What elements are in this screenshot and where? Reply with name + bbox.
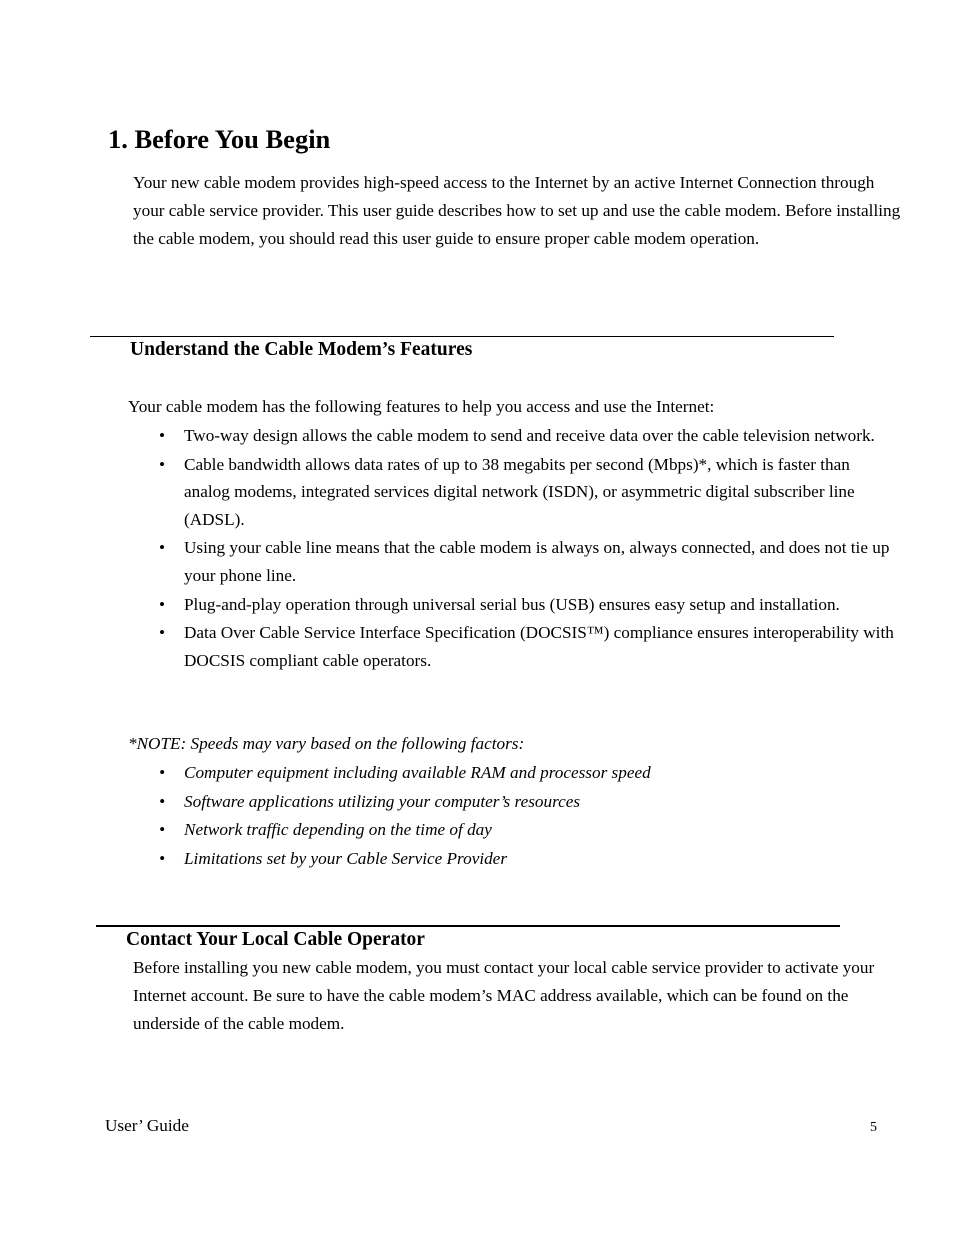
list-item [160, 619, 895, 674]
note-text: Limitations set by your Cable Service Provider [184, 848, 508, 868]
note-text: Computer equipment including available RAM and processor speed [184, 763, 651, 782]
footer-doc-title: User’ Guide [105, 1116, 189, 1135]
note-text: Network traffic depending on the time of day [184, 820, 492, 840]
list-item [160, 759, 760, 787]
list-item [160, 845, 760, 873]
note-text: Software applications utilizing your computer’s resources [184, 791, 581, 811]
note-list [160, 759, 760, 873]
bullet-icon: • [159, 763, 166, 782]
feature-text: Two-way design allows the cable modem to send and receive data over the cable television network. [184, 426, 875, 445]
page-number: 5 [870, 1120, 877, 1135]
features-lead: Your cable modem has the following features to help you access and use the Internet: [128, 397, 715, 416]
contact-heading: Contact Your Local Cable Operator [126, 929, 425, 950]
feature-text: Data Over Cable Service Interface Specification (DOCSIS™) compliance ensures interoperability with DOCSIS compliant cable operators. [184, 623, 894, 670]
feature-text: Using your cable line means that the cable modem is always on, always connected, and does not tie up your phone line. [184, 538, 890, 585]
list-item [160, 591, 895, 619]
features-list [160, 422, 895, 675]
bullet-icon: • [159, 538, 166, 558]
note-lead: *NOTE: Speeds may vary based on the following factors: [128, 734, 525, 753]
page-title: 1. Before You Begin [108, 124, 331, 154]
list-item [160, 816, 760, 844]
contact-paragraph: Before installing you new cable modem, you must contact your local cable service provider to activate your Internet account. Be sure to have the cable modem’s MAC address available, which can be found on the underside of the cable modem. [133, 958, 875, 1033]
bullet-icon: • [159, 848, 166, 868]
bullet-icon: • [159, 820, 166, 840]
feature-text: Cable bandwidth allows data rates of up to 38 megabits per second (Mbps)*, which is faster than analog modems, integrated services digital network (ISDN), or asymmetric digital subscriber line (ADSL). [184, 454, 855, 529]
list-item [160, 451, 895, 534]
list-item [160, 788, 760, 816]
bullet-icon: • [159, 594, 166, 614]
features-heading: Understand the Cable Modem’s Features [130, 339, 473, 360]
feature-text: Plug-and-play operation through universal serial bus (USB) ensures easy setup and installation. [184, 594, 840, 614]
bullet-icon: • [159, 426, 166, 445]
section-divider-contact [96, 925, 840, 927]
bullet-icon: • [159, 623, 166, 643]
section-divider-features [90, 336, 834, 337]
list-item [160, 422, 895, 450]
list-item [160, 534, 895, 589]
intro-paragraph: Your new cable modem provides high-speed access to the Internet by an active Internet Connection through your cable service provider. This user guide describes how to set up and use the cable modem. Before installing the cable modem, you should read this user guide to ensure proper cable modem operation. [133, 173, 901, 248]
bullet-icon: • [159, 454, 166, 474]
bullet-icon: • [159, 791, 166, 811]
